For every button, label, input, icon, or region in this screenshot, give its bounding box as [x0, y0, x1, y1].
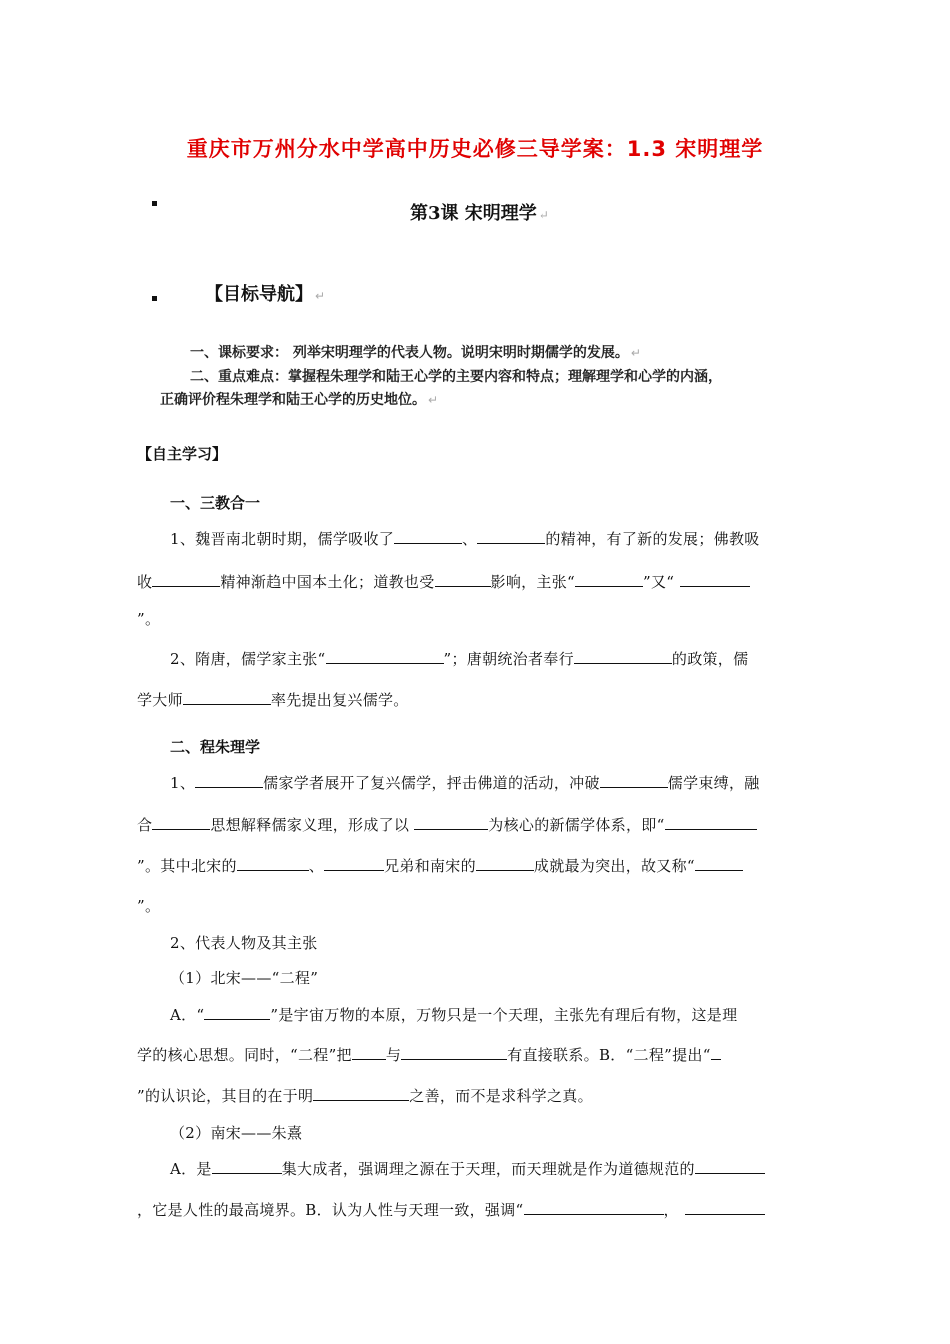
goal-line-1: 一、课标要求： 列举宋明理学的代表人物。说明宋明时期儒学的发展。 ↵ — [190, 345, 641, 361]
paragraph-1-line-3: ”。 — [137, 610, 161, 628]
fill-blank[interactable] — [326, 649, 444, 664]
fill-blank[interactable] — [665, 815, 757, 830]
fill-blank[interactable] — [524, 1200, 664, 1215]
fill-blank[interactable] — [183, 690, 271, 705]
goal-line-2: 二、重点难点：掌握程朱理学和陆王心学的主要内容和特点；理解理学和心学的内涵， — [190, 369, 722, 385]
paragraph-3-line-3: ”。其中北宋的 、 兄弟和南宋的 成就最为突出，故又称“ — [137, 855, 743, 876]
goal-line-3: 正确评价程朱理学和陆王心学的历史地位。 ↵ — [160, 392, 439, 408]
return-mark-icon: ↵ — [538, 208, 549, 222]
paragraph-2-line-1: 2、隋唐，儒学家主张“ ”；唐朝统治者奉行 的政策，儒 — [170, 650, 749, 668]
fill-blank[interactable] — [195, 773, 263, 788]
paragraph-3-line-2: 合 思想解释儒家义理，形成了以 为核心的新儒学体系，即“ — [137, 814, 757, 835]
return-mark-icon: ↵ — [630, 346, 641, 360]
fill-blank[interactable] — [477, 529, 545, 544]
fill-blank[interactable] — [152, 572, 220, 587]
bullet-marker — [152, 201, 157, 206]
lesson-title: 第3课 宋明理学 ↵ — [410, 203, 549, 224]
fill-blank[interactable] — [394, 529, 462, 544]
fill-blank[interactable] — [324, 856, 384, 871]
document-title: 重庆市万州分水中学高中历史必修三导学案：1.3 宋明理学 — [186, 137, 764, 161]
bullet-marker — [152, 296, 157, 301]
paragraph-8-line-2: ，它是人性的最高境界。B．认为人性与天理一致，强调“ ， — [137, 1199, 765, 1220]
paragraph-7: （2）南宋——朱熹 — [170, 1124, 303, 1142]
paragraph-1-line-2: 收 精神渐趋中国本土化；道教也受 影响，主张“ ”又“ — [137, 571, 750, 592]
fill-blank[interactable] — [435, 572, 491, 587]
paragraph-2-line-2: 学大师 率先提出复兴儒学。 — [137, 691, 409, 709]
paragraph-6-line-2: 学的核心思想。同时，“二程”把 与 有直接联系。B．“二程”提出“ — [137, 1044, 721, 1065]
fill-blank[interactable] — [313, 1086, 409, 1101]
paragraph-1-line-1: 1、魏晋南北朝时期，儒学吸收了 、 的精神，有了新的发展；佛教吸 — [170, 530, 760, 548]
return-mark-icon: ↵ — [315, 289, 326, 303]
fill-blank[interactable] — [401, 1045, 507, 1060]
fill-blank[interactable] — [237, 856, 309, 871]
goal-heading: 【目标导航】 ↵ — [205, 284, 326, 305]
paragraph-4: 2、代表人物及其主张 — [170, 934, 318, 952]
fill-blank[interactable] — [574, 649, 672, 664]
section-heading-1: 一、三教合一 — [170, 494, 261, 512]
fill-blank[interactable] — [212, 1159, 282, 1174]
paragraph-8-line-1: A．是 集大成者，强调理之源在于天理，而天理就是作为道德规范的 — [170, 1158, 765, 1179]
section-heading-2: 二、程朱理学 — [170, 738, 261, 756]
fill-blank[interactable] — [204, 1005, 270, 1020]
fill-blank[interactable] — [711, 1045, 721, 1060]
paragraph-6-line-1: A．“ ”是宇宙万物的本原，万物只是一个天理，主张先有理后有物，这是理 — [170, 1006, 738, 1024]
fill-blank[interactable] — [600, 773, 668, 788]
fill-blank[interactable] — [575, 572, 643, 587]
self-study-heading: 【自主学习】 — [137, 445, 228, 463]
return-mark-icon: ↵ — [428, 393, 439, 407]
fill-blank[interactable] — [695, 856, 743, 871]
fill-blank[interactable] — [352, 1045, 386, 1060]
fill-blank[interactable] — [414, 815, 488, 830]
fill-blank[interactable] — [680, 572, 750, 587]
fill-blank[interactable] — [685, 1200, 765, 1215]
fill-blank[interactable] — [152, 815, 210, 830]
fill-blank[interactable] — [476, 856, 534, 871]
paragraph-5: （1）北宋——“二程” — [170, 969, 319, 987]
paragraph-3-line-1: 1、 儒家学者展开了复兴儒学，抨击佛道的活动，冲破 儒学束缚，融 — [170, 774, 760, 792]
paragraph-3-line-4: ”。 — [137, 897, 161, 915]
fill-blank[interactable] — [695, 1159, 765, 1174]
paragraph-6-line-3: ”的认识论，其目的在于明 之善，而不是求科学之真。 — [137, 1087, 593, 1105]
